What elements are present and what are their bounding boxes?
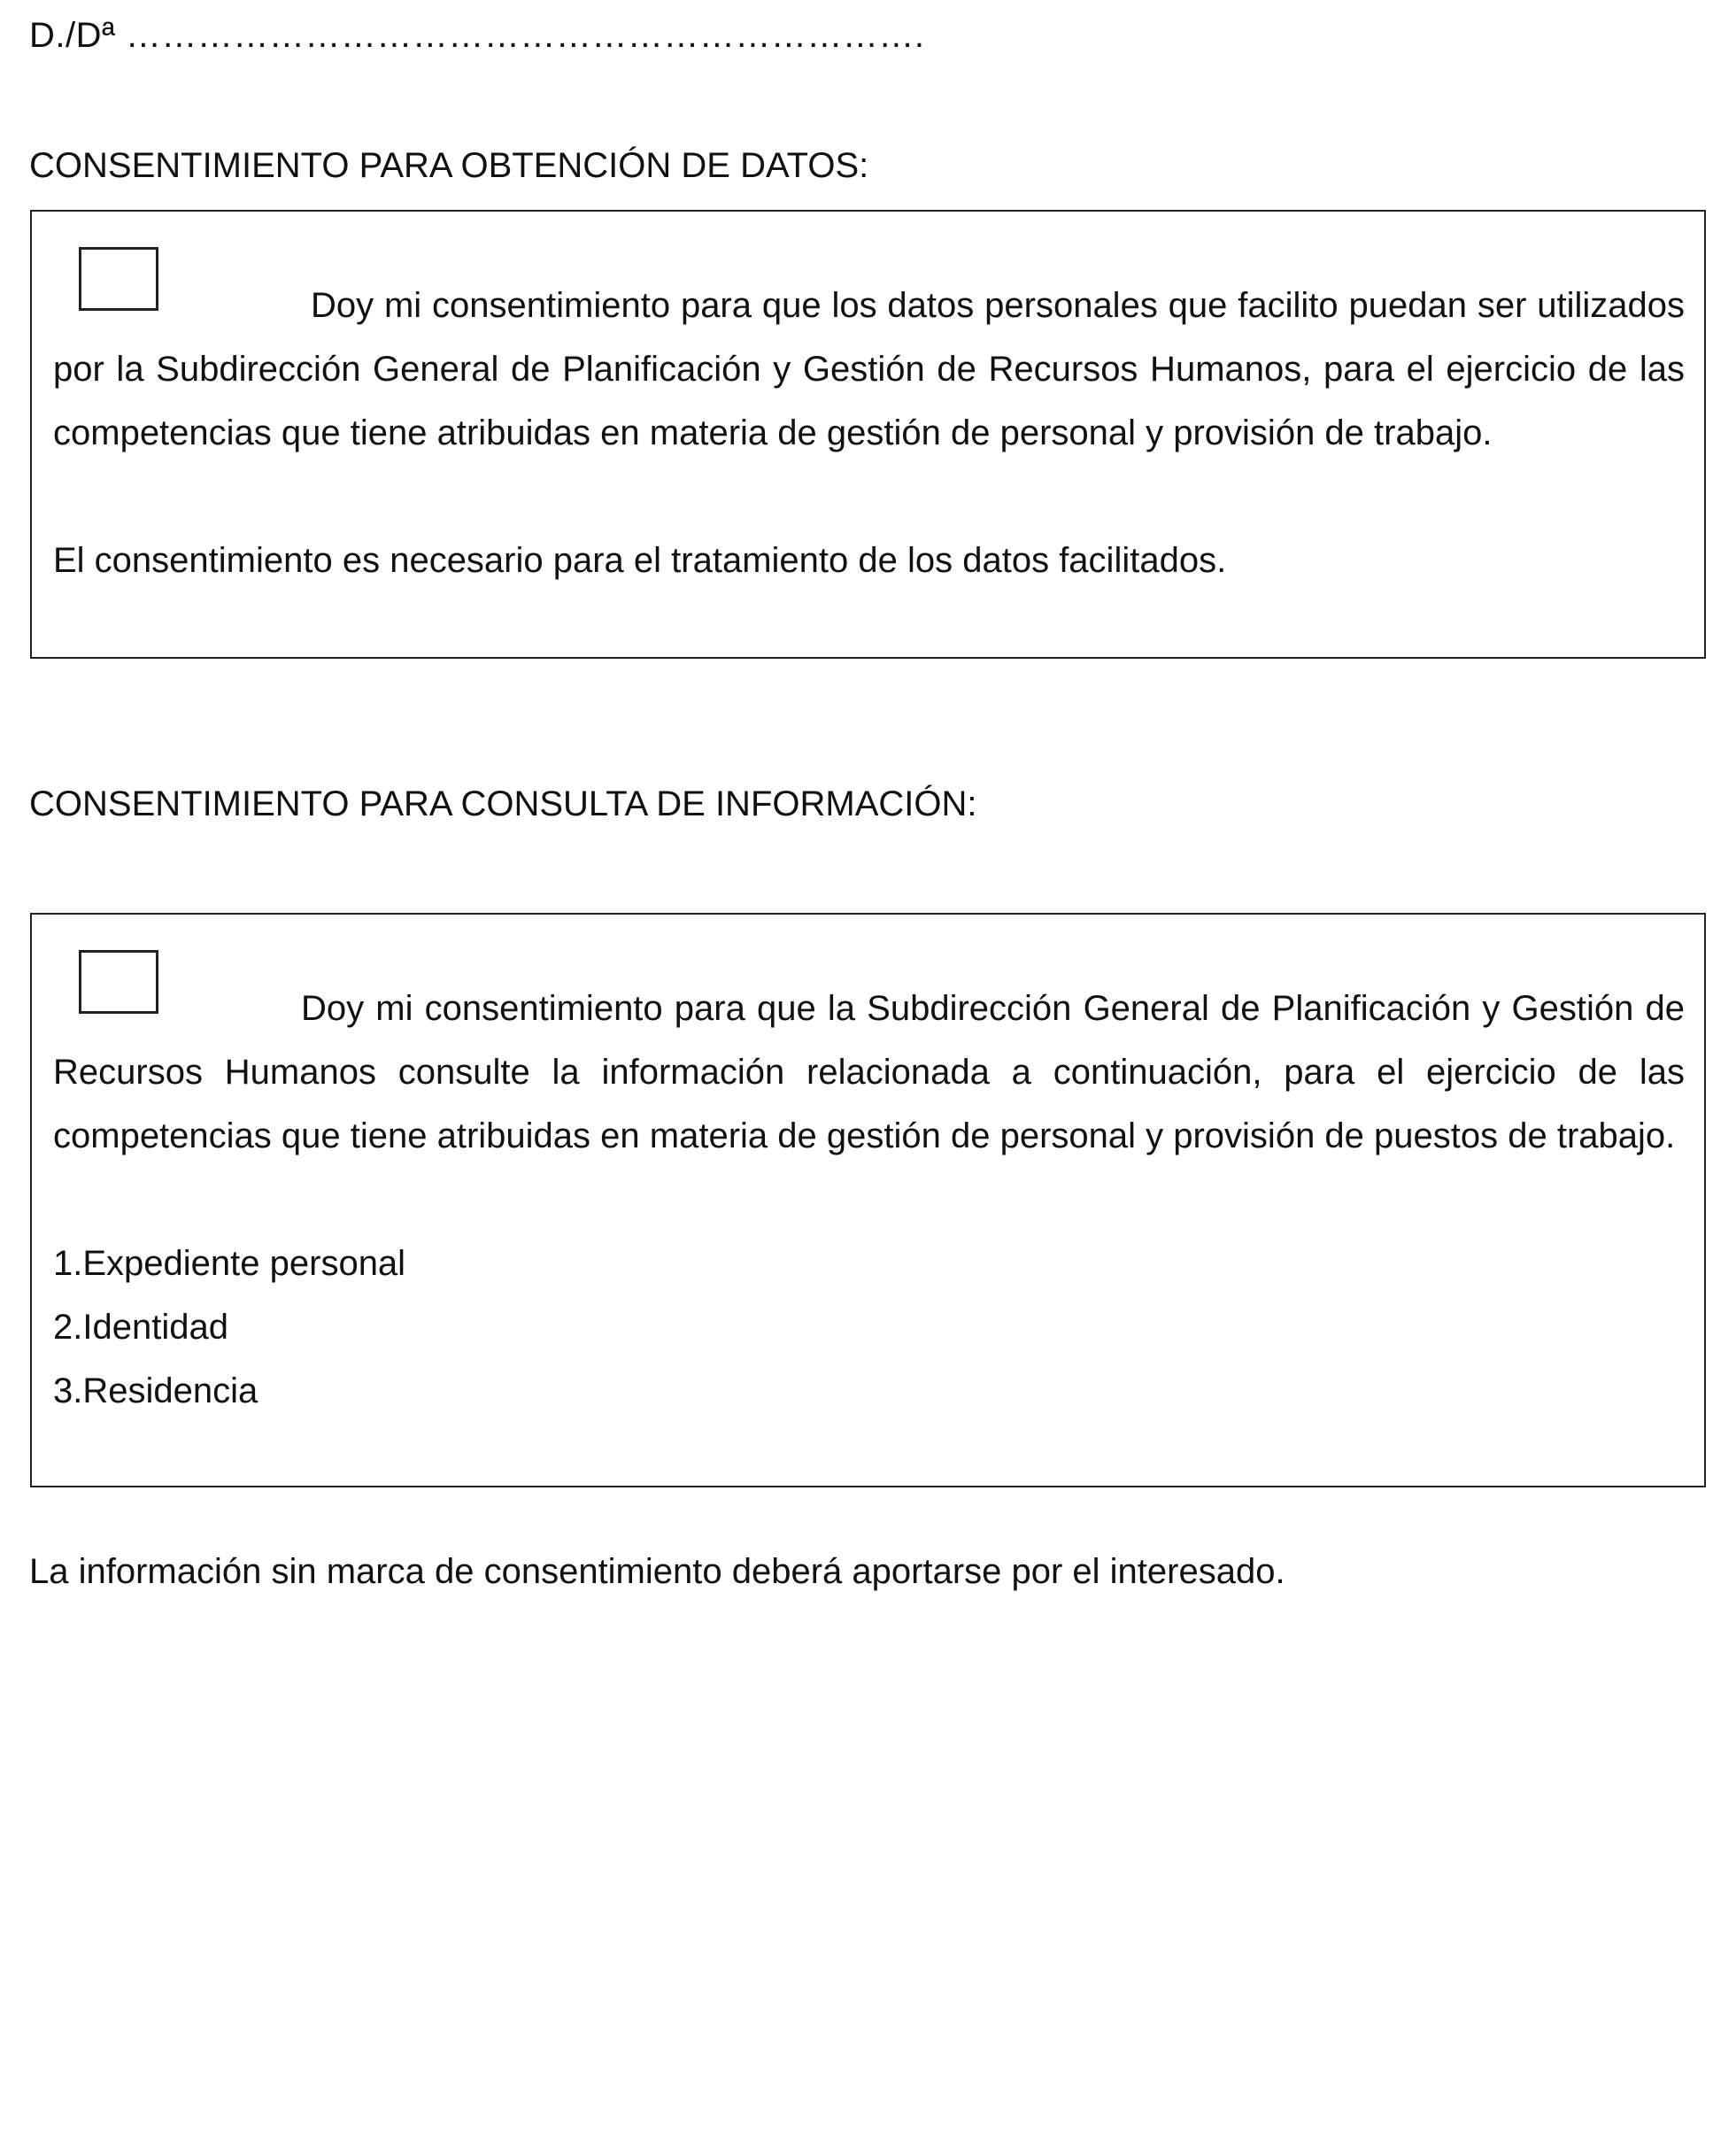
list-item: 3.Residencia xyxy=(53,1371,258,1410)
list-item: 2.Identidad xyxy=(53,1308,228,1347)
data-collection-consent-note: El consentimiento es necesario para el tratamiento de los datos facilitados. xyxy=(53,541,1227,580)
list-item: 1.Expediente personal xyxy=(53,1244,406,1283)
information-query-consent-box xyxy=(30,913,1706,1487)
information-query-heading: CONSENTIMIENTO PARA CONSULTA DE INFORMACIÓN: xyxy=(29,784,977,823)
data-collection-consent-box xyxy=(30,210,1706,659)
data-collection-heading: CONSENTIMIENTO PARA OBTENCIÓN DE DATOS: xyxy=(29,146,869,185)
applicant-name-line: D./Dª …………………………………………………………. xyxy=(29,16,925,55)
data-collection-consent-text: Doy mi consentimiento para que los datos personales que facilito puedan ser utilizados por la Subdirección General de Planificación y Gestión de Recursos Humanos, para el ejercicio de las competencias que tiene atribuidas en materia de gestión de personal y provisión de trabajo. xyxy=(53,286,1685,452)
information-query-consent-body xyxy=(53,977,1685,1423)
information-query-consent-text: Doy mi consentimiento para que la Subdirección General de Planificación y Gestión de Recursos Humanos consulte la información relacionada a continuación, para el ejercicio de las competencias que tiene atribuidas en materia de gestión de personal y provisión de puestos de trabajo. xyxy=(53,989,1685,1155)
data-collection-consent-body xyxy=(53,274,1685,592)
footer-note: La información sin marca de consentimiento deberá aportarse por el interesado. xyxy=(29,1552,1285,1591)
information-items-list xyxy=(53,1232,1685,1423)
